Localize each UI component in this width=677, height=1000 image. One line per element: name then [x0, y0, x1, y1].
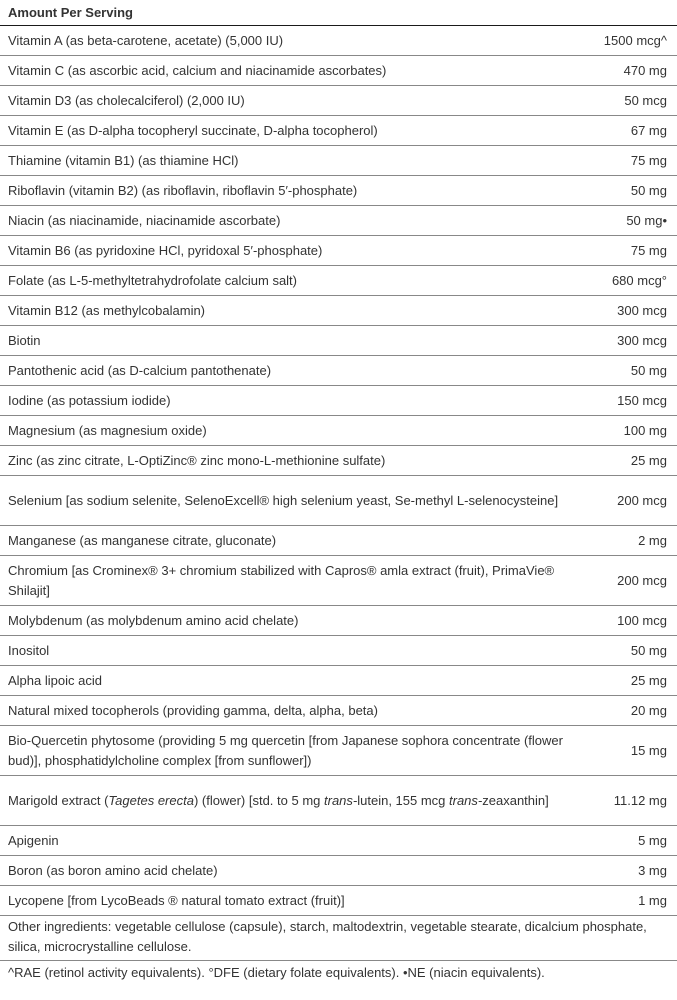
nutrient-name: Manganese (as manganese citrate, gluconate): [0, 526, 576, 556]
nutrient-name: Inositol: [0, 636, 576, 666]
nutrient-amount: 25 mg: [576, 666, 677, 696]
table-row: [0, 446, 677, 476]
nutrient-name: [0, 776, 576, 826]
name-part: zeaxanthin]: [482, 792, 549, 808]
nutrient-name: Pantothenic acid (as D-calcium pantothenate): [0, 356, 576, 386]
table-row: [0, 636, 677, 666]
nutrient-name: Apigenin: [0, 826, 576, 856]
nutrient-name: Alpha lipoic acid: [0, 666, 576, 696]
nutrient-amount: 100 mg: [576, 416, 677, 446]
table-row: [0, 356, 677, 386]
name-italic: trans-: [324, 792, 358, 808]
nutrient-name: Vitamin E (as D-alpha tocopheryl succinate, D-alpha tocopherol): [0, 116, 576, 146]
table-row: [0, 726, 677, 776]
footnote: ^RAE (retinol activity equivalents). °DFE (dietary folate equivalents). •NE (niacin equivalents).: [8, 965, 545, 980]
nutrient-amount: 200 mcg: [576, 556, 677, 606]
table-row: [0, 776, 677, 826]
table-row: [0, 526, 677, 556]
nutrient-name: Boron (as boron amino acid chelate): [0, 856, 576, 886]
nutrient-amount: 200 mcg: [576, 476, 677, 526]
nutrient-name: Thiamine (vitamin B1) (as thiamine HCl): [0, 146, 576, 176]
table-row: [0, 86, 677, 116]
nutrient-amount: 5 mg: [576, 826, 677, 856]
nutrient-amount: 25 mg: [576, 446, 677, 476]
name-italic: Tagetes erecta: [108, 792, 194, 808]
table-row: [0, 856, 677, 886]
nutrient-amount: 1 mg: [576, 886, 677, 916]
nutrient-amount: 50 mg: [576, 636, 677, 666]
table-row: [0, 206, 677, 236]
nutrient-name: Selenium [as sodium selenite, SelenoExcell® high selenium yeast, Se-methyl L-selenocysteine]: [0, 476, 576, 526]
table-row: [0, 266, 677, 296]
name-part: ) (flower) [std. to 5 mg: [193, 792, 324, 808]
nutrient-amount: 15 mg: [576, 726, 677, 776]
nutrient-name: Lycopene [from LycoBeads ® natural tomato extract (fruit)]: [0, 886, 576, 916]
nutrient-name: Niacin (as niacinamide, niacinamide ascorbate): [0, 206, 576, 236]
nutrient-amount: 2 mg: [576, 526, 677, 556]
nutrient-amount: 680 mcg°: [576, 266, 677, 296]
name-part: lutein, 155 mcg: [357, 792, 450, 808]
nutrient-name: Chromium [as Crominex® 3+ chromium stabilized with Capros® amla extract (fruit), PrimaVie® Shilajit]: [0, 556, 576, 606]
amount-per-serving-header: Amount Per Serving: [0, 0, 677, 26]
other-ingredients: Other ingredients: vegetable cellulose (capsule), starch, maltodextrin, vegetable stearate, dicalcium phosphate, silica, microcrystalline cellulose.: [0, 916, 677, 961]
nutrient-name: Iodine (as potassium iodide): [0, 386, 576, 416]
nutrient-amount: 75 mg: [576, 236, 677, 266]
nutrient-name: Vitamin D3 (as cholecalciferol) (2,000 IU): [0, 86, 576, 116]
nutrient-amount: 75 mg: [576, 146, 677, 176]
table-row: [0, 606, 677, 636]
nutrient-amount: 20 mg: [576, 696, 677, 726]
nutrient-amount: 300 mcg: [576, 326, 677, 356]
table-row: [0, 556, 677, 606]
nutrient-amount: 11.12 mg: [576, 776, 677, 826]
table-row: [0, 416, 677, 446]
nutrient-amount: 67 mg: [576, 116, 677, 146]
name-part: Marigold extract (: [8, 792, 109, 808]
nutrient-amount: 470 mg: [576, 56, 677, 86]
table-row: [0, 26, 677, 56]
nutrient-name: Zinc (as zinc citrate, L-OptiZinc® zinc mono-L-methionine sulfate): [0, 446, 576, 476]
nutrient-name: Vitamin B12 (as methylcobalamin): [0, 296, 576, 326]
nutrient-name: Vitamin C (as ascorbic acid, calcium and niacinamide ascorbates): [0, 56, 576, 86]
nutrient-amount: 100 mcg: [576, 606, 677, 636]
nutrient-amount: 300 mcg: [576, 296, 677, 326]
nutrient-amount: 150 mcg: [576, 386, 677, 416]
nutrient-name: Riboflavin (vitamin B2) (as riboflavin, riboflavin 5′-phosphate): [0, 176, 576, 206]
nutrient-name: Bio-Quercetin phytosome (providing 5 mg quercetin [from Japanese sophora concentrate (flower bud)], phosphatidylcholine complex [from sunflower]): [0, 726, 576, 776]
table-row: [0, 176, 677, 206]
nutrient-name: Biotin: [0, 326, 576, 356]
table-row: [0, 296, 677, 326]
nutrient-amount: 1500 mcg^: [576, 26, 677, 56]
nutrient-table: [0, 26, 677, 916]
table-row: [0, 696, 677, 726]
nutrient-amount: 3 mg: [576, 856, 677, 886]
nutrient-name: Magnesium (as magnesium oxide): [0, 416, 576, 446]
table-row: [0, 476, 677, 526]
nutrient-amount: 50 mcg: [576, 86, 677, 116]
nutrient-name: Vitamin B6 (as pyridoxine HCl, pyridoxal 5′-phosphate): [0, 236, 576, 266]
nutrient-name: Molybdenum (as molybdenum amino acid chelate): [0, 606, 576, 636]
nutrient-name: Vitamin A (as beta-carotene, acetate) (5,000 IU): [0, 26, 576, 56]
table-row: [0, 146, 677, 176]
nutrient-amount: 50 mg•: [576, 206, 677, 236]
nutrient-name: Folate (as L-5-methyltetrahydrofolate calcium salt): [0, 266, 576, 296]
nutrient-amount: 50 mg: [576, 176, 677, 206]
table-row: [0, 56, 677, 86]
table-row: [0, 666, 677, 696]
table-row: [0, 386, 677, 416]
table-row: [0, 326, 677, 356]
nutrient-name: Natural mixed tocopherols (providing gamma, delta, alpha, beta): [0, 696, 576, 726]
table-row: [0, 236, 677, 266]
name-italic: trans-: [449, 792, 483, 808]
table-row: [0, 116, 677, 146]
table-row: [0, 886, 677, 916]
nutrient-amount: 50 mg: [576, 356, 677, 386]
table-row: [0, 826, 677, 856]
